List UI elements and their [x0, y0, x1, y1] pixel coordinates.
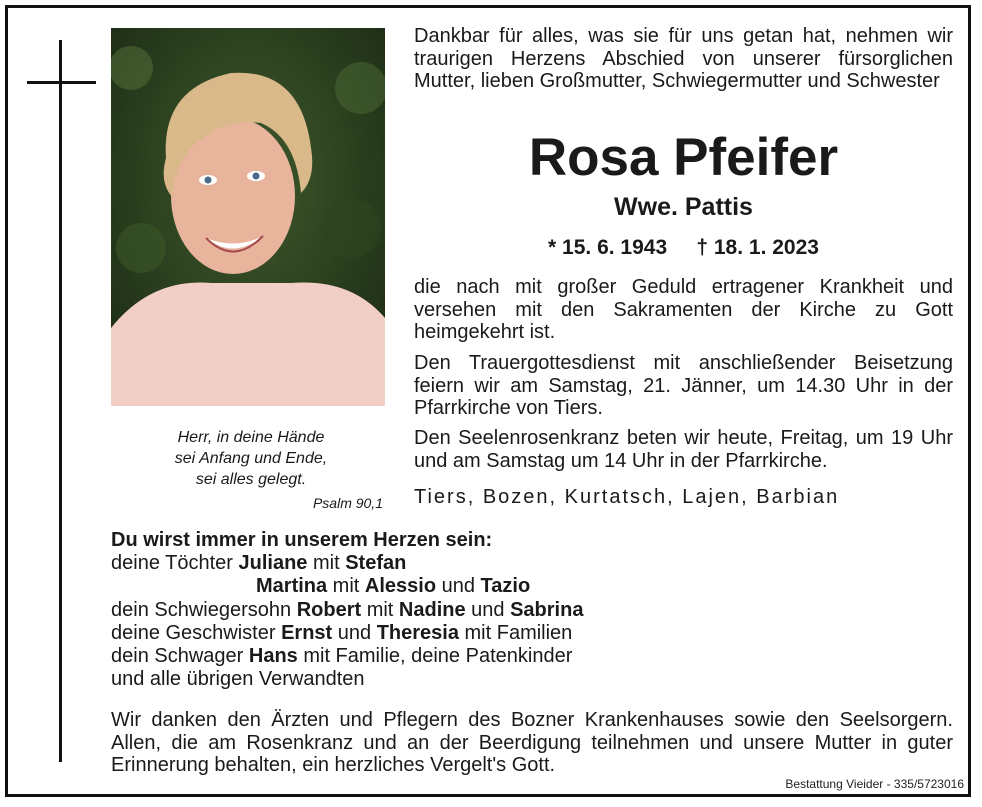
mourner-text: deine Geschwister: [111, 621, 282, 644]
widow-name: Wwe. Pattis: [614, 193, 753, 221]
mourner-name: Martina: [256, 575, 328, 598]
cross-icon: [59, 40, 62, 762]
mourner-row: [111, 622, 671, 645]
paragraph-passing: die nach mit großer Geduld ertragener Krankheit und versehen mit den Sakramenten der Kirche zu Gott heimgekehrt ist.: [414, 276, 953, 343]
death-date: † 18. 1. 2023: [696, 236, 819, 259]
bible-verse: [120, 427, 382, 490]
mourner-name: Nadine: [398, 598, 466, 621]
mourner-text: mit: [327, 575, 365, 598]
mourner-name: Juliane: [238, 552, 308, 575]
life-dates: [414, 236, 953, 260]
mourner-text: und: [436, 575, 481, 598]
paragraph-funeral: Den Trauergottesdienst mit anschließender Beisetzung feiern wir am Samstag, 21. Jänner, um 14.30 Uhr in der Pfarrkirche von Tiers.: [414, 352, 953, 419]
mourner-text: und: [332, 621, 377, 644]
mourner-text: dein Schwiegersohn: [111, 598, 297, 621]
intro-text: Dankbar für alles, was sie für uns getan hat, nehmen wir traurigen Herzens Abschied von unserer fürsorglichen Mutter, lieben Großmutter, Schwiegermutter und Schwester: [414, 25, 953, 92]
undertaker-contact: Bestattung Vieider - 335/5723016: [785, 777, 964, 791]
mourners-list: [111, 529, 671, 691]
mourner-text: und: [465, 598, 511, 621]
mourner-text: und alle übrigen Verwandten: [111, 668, 365, 691]
mourner-text: mit Familie, deine Patenkinder: [297, 645, 573, 668]
thanks-text: Wir danken den Ärzten und Pflegern des Bozner Krankenhauses sowie den Seelsorgern. Allen, die am Rosenkranz und an der Beerdigung teilnehmen und unsere Mutter in guter Erinnerung behalten, ein herzliches Vergelt's Gott.: [111, 709, 953, 776]
mourner-text: mit Familien: [458, 621, 573, 644]
deceased-name: Rosa Pfeifer: [528, 128, 839, 187]
mourner-name: Tazio: [480, 575, 531, 598]
paragraph-rosary: Den Seelenrosenkranz beten wir heute, Freitag, um 19 Uhr und am Samstag um 14 Uhr in der Pfarrkirche.: [414, 427, 953, 472]
verse-reference: Psalm 90,1: [312, 495, 383, 511]
mourner-row: [111, 645, 671, 668]
verse-line: Herr, in deine Hände: [177, 429, 325, 446]
verse-line: sei Anfang und Ende,: [174, 450, 328, 467]
mourner-row: [111, 575, 671, 598]
mourner-name: Stefan: [345, 552, 407, 575]
mourner-name: Hans: [248, 645, 298, 668]
mourner-row: [111, 668, 671, 691]
mourners-heading: Du wirst immer in unserem Herzen sein:: [111, 529, 493, 551]
mourner-text: mit: [361, 598, 399, 621]
mourner-name: Ernst: [281, 621, 333, 644]
portrait-photo: [111, 28, 385, 406]
mourner-name: Theresia: [376, 621, 459, 644]
birth-date: * 15. 6. 1943: [548, 236, 668, 259]
cross-icon-bar: [27, 81, 96, 84]
mourner-text: mit: [307, 552, 346, 575]
verse-line: sei alles gelegt.: [195, 471, 307, 488]
mourner-text: deine Töchter: [111, 552, 239, 575]
mourner-name: Sabrina: [510, 598, 584, 621]
mourner-row: [111, 599, 671, 622]
places-line: Tiers, Bozen, Kurtatsch, Lajen, Barbian: [414, 486, 840, 508]
mourner-name: Robert: [296, 598, 362, 621]
mourner-text: dein Schwager: [111, 645, 249, 668]
mourner-row: [111, 552, 671, 575]
mourner-name: Alessio: [364, 575, 437, 598]
